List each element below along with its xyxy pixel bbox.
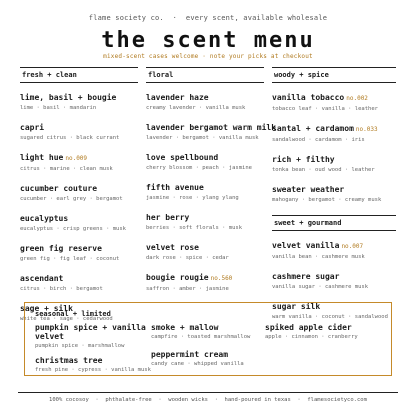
scent-notes: campfire · toasted marshmallow: [151, 334, 251, 340]
scent-item: [265, 323, 385, 341]
section-heading-woody: woody + spice: [272, 67, 396, 83]
scent-item: [146, 273, 264, 293]
seasonal-column: [35, 323, 155, 380]
scent-name: spiked apple cider: [265, 323, 352, 332]
scent-name: sugar silk: [272, 302, 321, 311]
scent-name: pumpkin spice + vanilla velvet: [35, 323, 146, 341]
scent-notes: creamy lavender · vanilla musk: [146, 105, 246, 111]
scent-notes: fresh pine · cypress · vanilla musk: [35, 367, 151, 373]
scent-item: [20, 244, 138, 263]
scent-item: [35, 356, 155, 374]
scent-number: no.007: [341, 243, 364, 250]
column-woody-sweet: [272, 67, 396, 332]
scent-name: christmas tree: [35, 356, 103, 365]
scent-number: no.033: [355, 126, 378, 133]
scent-name: capri: [20, 123, 45, 132]
scent-name: fifth avenue: [146, 183, 204, 192]
scent-notes: candy cane · whipped vanilla: [151, 361, 244, 367]
scent-name: peppermint cream: [151, 350, 229, 359]
column-fresh-clean: [20, 67, 138, 334]
seasonal-box: [24, 302, 392, 376]
scent-notes: mahogany · bergamot · creamy musk: [272, 197, 382, 203]
scent-notes: lime · basil · mandarin: [20, 105, 97, 111]
scent-item: [35, 323, 155, 350]
scent-item: [151, 350, 261, 368]
scent-name: lime, basil + bougie: [20, 93, 117, 102]
scent-name: bougie rougie no.560: [146, 273, 233, 282]
scent-item: [20, 214, 138, 233]
section-heading-fresh: fresh + clean: [20, 67, 138, 83]
scent-name: cashmere sugar: [272, 272, 340, 281]
scent-notes: sugared citrus · black currant: [20, 135, 120, 141]
scent-number: no.009: [65, 155, 88, 162]
scent-name: light hue no.009: [20, 153, 88, 162]
scent-item: [272, 124, 396, 144]
scent-item: [20, 184, 138, 203]
scent-notes: citrus · birch · bergamot: [20, 286, 103, 292]
scent-name: ascendant: [20, 274, 64, 283]
section-heading-seasonal: seasonal + limited: [35, 310, 111, 318]
scent-name: velvet rose: [146, 243, 199, 252]
scent-name: lavender haze: [146, 93, 209, 102]
scent-item: [20, 274, 138, 293]
scent-notes: eucalyptus · crisp greens · musk: [20, 226, 126, 232]
scent-name: sweater weather: [272, 185, 345, 194]
scent-name: green fig reserve: [20, 244, 102, 253]
scent-notes: warm vanilla · coconut · sandalwood: [272, 314, 388, 320]
scent-item: [20, 123, 138, 142]
page-title: the scent menu: [101, 28, 315, 53]
scent-name: love spellbound: [146, 153, 219, 162]
scent-name: her berry: [146, 213, 190, 222]
scent-notes: vanilla sugar · cashmere musk: [272, 284, 369, 290]
seasonal-column: [265, 323, 385, 347]
scent-item: [20, 93, 138, 112]
scent-item: [272, 272, 396, 291]
seasonal-column: [151, 323, 261, 374]
scent-number: no.002: [346, 95, 368, 102]
scent-item: [146, 243, 264, 262]
scent-item: [146, 213, 264, 232]
scent-number: no.560: [210, 275, 233, 282]
scent-name: eucalyptus: [20, 214, 69, 223]
scent-name: rich + filthy: [272, 155, 335, 164]
scent-notes: lavender · bergamot · vanilla musk: [146, 135, 259, 141]
scent-notes: cucumber · earl grey · bergamot: [20, 196, 123, 202]
scent-notes: tobacco leaf · vanilla · leather: [272, 106, 378, 112]
scent-notes: sandalwood · cardamom · iris: [272, 137, 365, 143]
scent-name: velvet vanilla no.007: [272, 241, 364, 250]
scent-item: [272, 185, 396, 204]
scent-name: smoke + mallow: [151, 323, 219, 332]
page-subtitle: mixed-scent cases welcome · note your picks at checkout: [103, 53, 313, 60]
scent-item: [20, 153, 138, 173]
scent-notes: berries · soft florals · musk: [146, 225, 243, 231]
scent-notes: jasmine · rose · ylang ylang: [146, 195, 239, 201]
scent-name: vanilla tobacco no.002: [272, 93, 368, 102]
scent-notes: saffron · amber · jasmine: [146, 286, 229, 292]
scent-name: santal + cardamom no.033: [272, 124, 378, 133]
scent-notes: green fig · fig leaf · coconut: [20, 256, 120, 262]
footer: 100% cocosoy · phthalate-free · wooden wicks · hand-poured in texas · flamesocietyco.com: [18, 392, 398, 403]
scent-notes: citrus · marine · clean musk: [20, 166, 113, 172]
scent-notes: tonka bean · oud wood · leather: [272, 167, 375, 173]
scent-item: [272, 155, 396, 174]
scent-name: lavender bergamot warm milk: [146, 123, 277, 132]
section-heading-floral: floral: [146, 67, 264, 83]
scent-item: [146, 153, 264, 172]
scent-notes: white tea · sage · cedarwood: [20, 316, 113, 322]
scent-item: [146, 93, 264, 112]
scent-name: sage + silk: [20, 304, 73, 313]
scent-item: [272, 241, 396, 261]
scent-item: [151, 323, 261, 341]
scent-notes: apple · cinnamon · cranberry: [265, 334, 358, 340]
column-floral: [146, 67, 277, 304]
scent-item: [146, 183, 264, 202]
scent-notes: vanilla bean · cashmere musk: [272, 254, 365, 260]
scent-name: cucumber couture: [20, 184, 98, 193]
scent-notes: dark rose · spice · cedar: [146, 255, 229, 261]
section-heading-sweet: sweet + gourmand: [272, 215, 396, 231]
scent-item: [146, 123, 277, 142]
header-topline: flame society co. · every scent, available wholesale: [88, 14, 328, 22]
scent-item: [272, 93, 396, 113]
scent-notes: cherry blossom · peach · jasmine: [146, 165, 252, 171]
scent-notes: pumpkin spice · marshmallow: [35, 343, 125, 349]
